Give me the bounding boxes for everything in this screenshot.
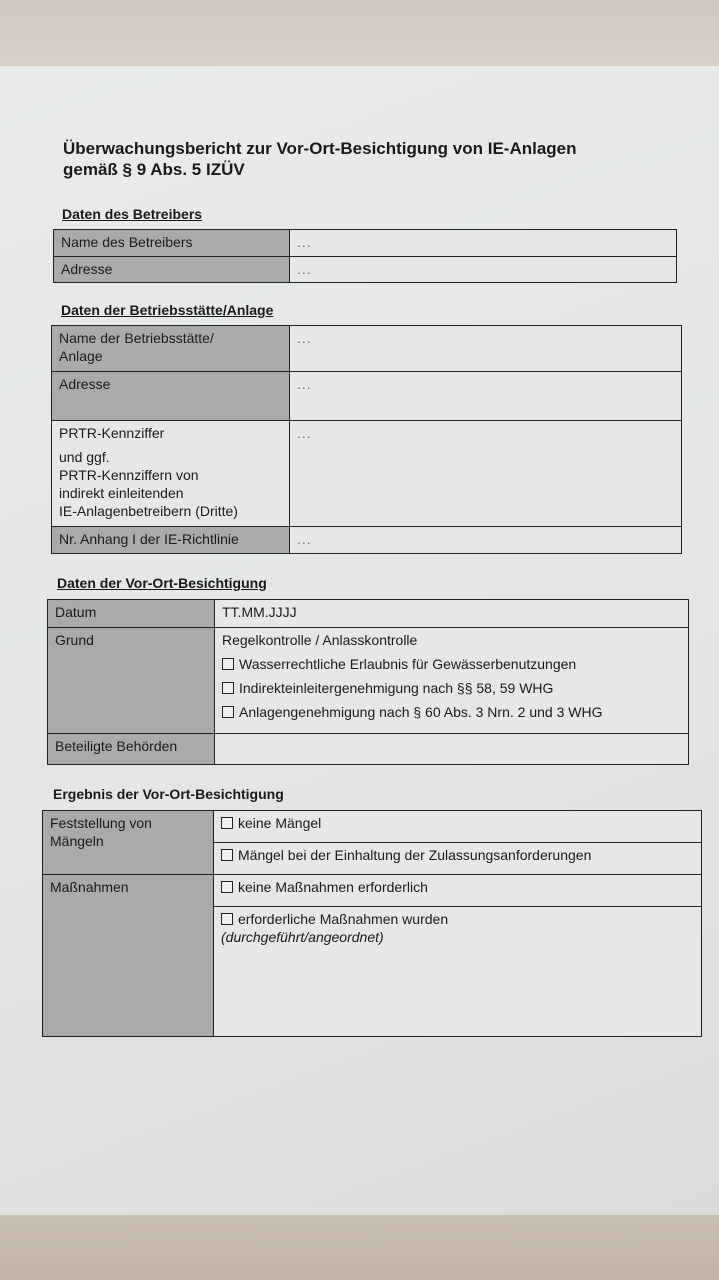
label-maengel [43, 811, 214, 875]
table-row [43, 811, 702, 843]
section-heading-betreiber: Daten des Betreibers [62, 206, 203, 222]
table-row [52, 372, 682, 421]
field-name-betreiber[interactable]: ... [290, 230, 677, 257]
label-name-betreiber: Name des Betreibers [54, 230, 290, 257]
grund-line: Regelkontrolle / Anlasskontrolle [222, 632, 418, 648]
background-bottom [0, 1215, 719, 1280]
label-grund: Grund [48, 628, 215, 734]
field-anhang[interactable]: ... [290, 527, 682, 554]
label-name-anlage-line-1: Name der Betriebsstätte/ [59, 330, 214, 346]
label-prtr-line-5: IE-Anlagenbetreibern (Dritte) [59, 503, 238, 519]
massnahmen-option-1-label: keine Maßnahmen erforderlich [238, 879, 428, 895]
section-heading-ergebnis: Ergebnis der Vor-Ort-Besichtigung [53, 786, 284, 802]
label-massnahmen: Maßnahmen [43, 875, 214, 1037]
label-adresse-betreiber: Adresse [54, 257, 290, 283]
maengel-option-1-label: keine Mängel [238, 815, 322, 831]
title-line-2: gemäß § 9 Abs. 5 IZÜV [63, 160, 245, 179]
label-behoerden: Beteiligte Behörden [48, 734, 215, 765]
section-heading-besichtigung: Daten der Vor-Ort-Besichtigung [57, 575, 267, 591]
label-prtr [52, 421, 290, 527]
grund-option-2-label: Indirekteinleitergenehmigung nach §§ 58, 59 WHG [239, 680, 554, 696]
table-row [54, 230, 677, 257]
massnahmen-option-2[interactable] [214, 907, 702, 1037]
label-name-anlage [52, 326, 290, 372]
table-anlage [51, 325, 682, 554]
field-behoerden[interactable] [215, 734, 689, 765]
checkbox-icon[interactable] [222, 706, 234, 718]
label-maengel-line-1: Feststellung von [50, 815, 152, 831]
label-datum: Datum [48, 600, 215, 628]
table-betreiber [53, 229, 677, 283]
massnahmen-note: (durchgeführt/angeordnet) [221, 929, 384, 945]
massnahmen-option-2-label: erforderliche Maßnahmen wurden [238, 911, 449, 927]
field-name-anlage[interactable]: ... [290, 326, 682, 372]
table-row [52, 326, 682, 372]
title-line-1: Überwachungsbericht zur Vor-Ort-Besichtigung von IE-Anlagen [63, 139, 577, 158]
field-datum[interactable]: TT.MM.JJJJ [215, 600, 689, 628]
grund-option-3-label: Anlagengenehmigung nach § 60 Abs. 3 Nrn. 2 und 3 WHG [239, 704, 603, 720]
table-besichtigung [47, 599, 689, 765]
maengel-option-2[interactable] [214, 843, 702, 875]
background-top [0, 0, 719, 72]
table-row [52, 421, 682, 527]
table-row [52, 527, 682, 554]
checkbox-icon[interactable] [221, 881, 233, 893]
section-heading-anlage: Daten der Betriebsstätte/Anlage [61, 302, 274, 318]
grund-option-2[interactable] [222, 679, 681, 697]
field-grund [215, 628, 689, 734]
field-adresse-anlage[interactable]: ... [290, 372, 682, 421]
table-row [54, 257, 677, 283]
table-ergebnis [42, 810, 702, 1037]
field-prtr[interactable]: ... [290, 421, 682, 527]
maengel-option-2-label: Mängel bei der Einhaltung der Zulassungsanforderungen [238, 847, 592, 863]
checkbox-icon[interactable] [222, 658, 234, 670]
table-row [48, 734, 689, 765]
label-maengel-line-2: Mängeln [50, 833, 104, 849]
grund-option-1-label: Wasserrechtliche Erlaubnis für Gewässerbenutzungen [239, 656, 577, 672]
label-adresse-anlage: Adresse [52, 372, 290, 421]
label-anhang: Nr. Anhang I der IE-Richtlinie [52, 527, 290, 554]
grund-option-1[interactable] [222, 655, 681, 673]
label-prtr-line-3: PRTR-Kennziffern von [59, 467, 199, 483]
massnahmen-option-1[interactable] [214, 875, 702, 907]
checkbox-icon[interactable] [221, 849, 233, 861]
checkbox-icon[interactable] [222, 682, 234, 694]
table-row [48, 600, 689, 628]
maengel-option-1[interactable] [214, 811, 702, 843]
table-row [43, 875, 702, 907]
label-prtr-line-4: indirekt einleitenden [59, 485, 184, 501]
table-row [48, 628, 689, 734]
document-title [63, 138, 663, 180]
checkbox-icon[interactable] [221, 913, 233, 925]
label-name-anlage-line-2: Anlage [59, 348, 103, 364]
grund-option-3[interactable] [222, 703, 681, 721]
checkbox-icon[interactable] [221, 817, 233, 829]
label-prtr-line-1: PRTR-Kennziffer [59, 425, 165, 441]
label-prtr-line-2: und ggf. [59, 449, 110, 465]
field-adresse-betreiber[interactable]: ... [290, 257, 677, 283]
